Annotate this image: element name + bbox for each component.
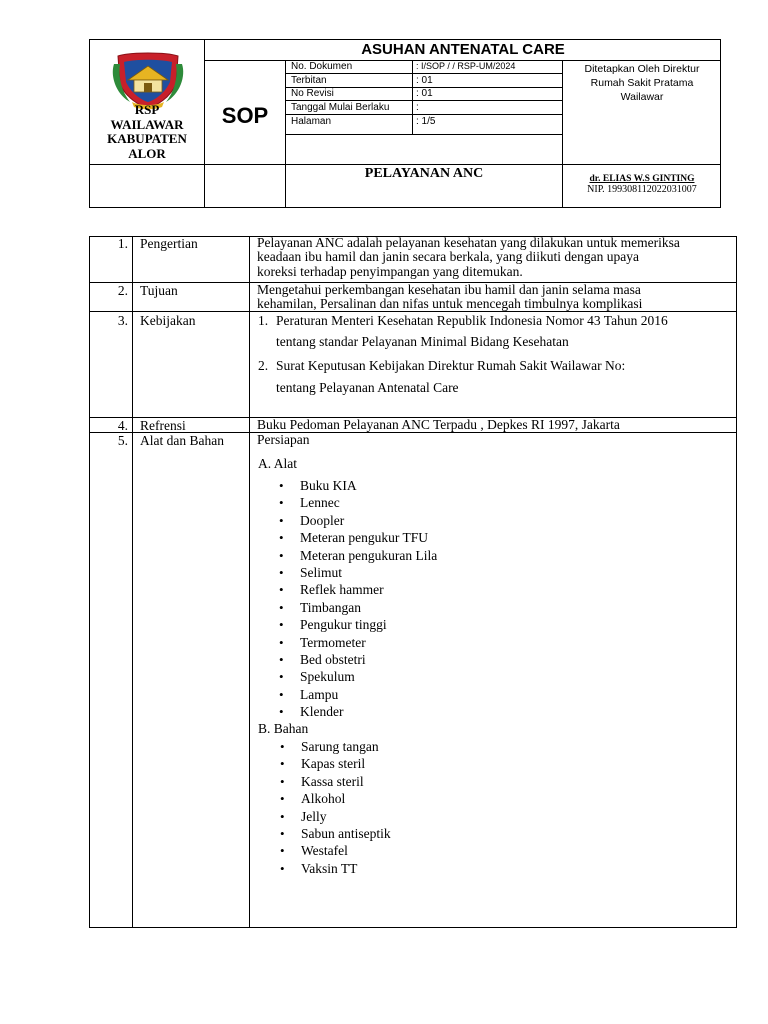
list-item: • Reflek hammer <box>276 581 437 598</box>
list-item: • Timbangan <box>276 599 437 616</box>
reference-text: Buku Pedoman Pelayanan ANC Terpadu , Depkes RI 1997, Jakarta <box>257 417 620 432</box>
materials-list <box>277 738 391 877</box>
list-item: • Kassa steril <box>277 773 391 790</box>
list-item: • Klender <box>276 703 437 720</box>
tools-list <box>276 477 437 720</box>
row-label: Tujuan <box>140 283 178 298</box>
org-line: RSP <box>134 102 160 117</box>
text-line: Pelayanan ANC adalah pelayanan kesehatan yang dilakukan untuk memeriksa <box>257 235 680 250</box>
list-item: • Doopler <box>276 512 437 529</box>
list-item: • Meteran pengukuran Lila <box>276 547 437 564</box>
row-label: Alat dan Bahan <box>140 433 224 448</box>
row-number: 5. <box>117 433 128 448</box>
row-number: 3. <box>117 313 128 328</box>
row-label: Pengertian <box>140 236 198 251</box>
list-item: • Lennec <box>276 494 437 511</box>
list-item: • Termometer <box>276 634 437 651</box>
list-item: • Jelly <box>277 808 391 825</box>
document-subtitle: PELAYANAN ANC <box>364 166 484 181</box>
row-content <box>257 283 733 312</box>
list-item: • Spekulum <box>276 668 437 685</box>
row-label: Refrensi <box>140 418 186 433</box>
list-item: • Kapas steril <box>277 755 391 772</box>
meta-label: No Revisi <box>291 88 334 99</box>
materials-heading: B. Bahan <box>258 721 309 736</box>
row-content <box>257 236 733 279</box>
row-label: Kebijakan <box>140 313 196 328</box>
meta-value: : 1/5 <box>416 116 436 127</box>
row-number: 1. <box>117 236 128 251</box>
list-item: • Sarung tangan <box>277 738 391 755</box>
list-item: • Selimut <box>276 564 437 581</box>
meta-label: Tanggal Mulai Berlaku <box>291 102 390 113</box>
row-number: 2. <box>117 283 128 298</box>
policy-item-text: Peraturan Menteri Kesehatan Republik Indonesia Nomor 43 Tahun 2016 <box>276 313 668 328</box>
director-nip: NIP. 199308112022031007 <box>587 184 697 195</box>
org-line: KABUPATEN <box>107 131 187 146</box>
approval-line: Ditetapkan Oleh Direktur <box>584 63 700 75</box>
list-item: • Vaksin TT <box>277 860 391 877</box>
text-line: kehamilan, Persalinan dan nifas untuk mencegah timbulnya komplikasi <box>257 296 643 312</box>
text-line: koreksi terhadap penyimpangan yang ditemukan. <box>257 263 523 279</box>
meta-value: : 01 <box>416 75 433 86</box>
list-item: • Lampu <box>276 686 437 703</box>
policy-item-number: 1. <box>258 313 269 328</box>
divider <box>285 134 562 135</box>
approval-line: Rumah Sakit Pratama <box>590 77 694 89</box>
meta-row <box>286 115 562 129</box>
text-line: Mengetahui perkembangan kesehatan ibu hamil dan janin selama masa <box>257 282 641 297</box>
divider <box>89 164 721 165</box>
list-item: • Sabun antiseptik <box>277 825 391 842</box>
policy-item-text: tentang standar Pelayanan Minimal Bidang Kesehatan <box>276 334 569 349</box>
list-item: • Buku KIA <box>276 477 437 494</box>
org-line: WAILAWAR <box>110 116 184 132</box>
row-number: 4. <box>117 418 128 433</box>
director-name: dr. ELIAS W.S GINTING <box>589 174 695 184</box>
meta-value: : <box>416 102 419 113</box>
list-item: • Bed obstetri <box>276 651 437 668</box>
meta-value: : 01 <box>416 88 433 99</box>
divider <box>249 236 250 928</box>
policy-item-text: tentang Pelayanan Antenatal Care <box>276 380 459 395</box>
meta-row <box>286 101 562 115</box>
meta-row <box>286 60 562 74</box>
meta-label: Halaman <box>291 116 332 127</box>
divider <box>132 236 133 928</box>
meta-value: : I/SOP / / RSP-UM/2024 <box>416 61 516 71</box>
policy-item-text: Surat Keputusan Kebijakan Direktur Rumah Sakit Wailawar No: <box>276 358 626 373</box>
approval-block <box>563 62 721 104</box>
list-item: • Meteran pengukur TFU <box>276 529 437 546</box>
tools-heading: A. Alat <box>258 456 297 471</box>
list-item: • Westafel <box>277 842 391 859</box>
document-title: ASUHAN ANTENATAL CARE <box>361 41 565 58</box>
sop-label: SOP <box>221 103 269 128</box>
list-item: • Pengukur tinggi <box>276 616 437 633</box>
approval-line: Wailawar <box>620 91 664 103</box>
meta-label: Terbitan <box>291 75 327 86</box>
organization-name <box>92 103 202 161</box>
meta-row <box>286 74 562 88</box>
org-line: ALOR <box>128 145 166 161</box>
policy-item-number: 2. <box>258 358 269 373</box>
list-item: • Alkohol <box>277 790 391 807</box>
meta-row <box>286 87 562 101</box>
text-line: keadaan ibu hamil dan janin secara berkala, yang diikuti dengan upaya <box>257 249 639 265</box>
preparation-heading: Persiapan <box>257 432 310 447</box>
meta-label: No. Dokumen <box>291 61 353 72</box>
regency-logo-icon <box>110 50 186 110</box>
